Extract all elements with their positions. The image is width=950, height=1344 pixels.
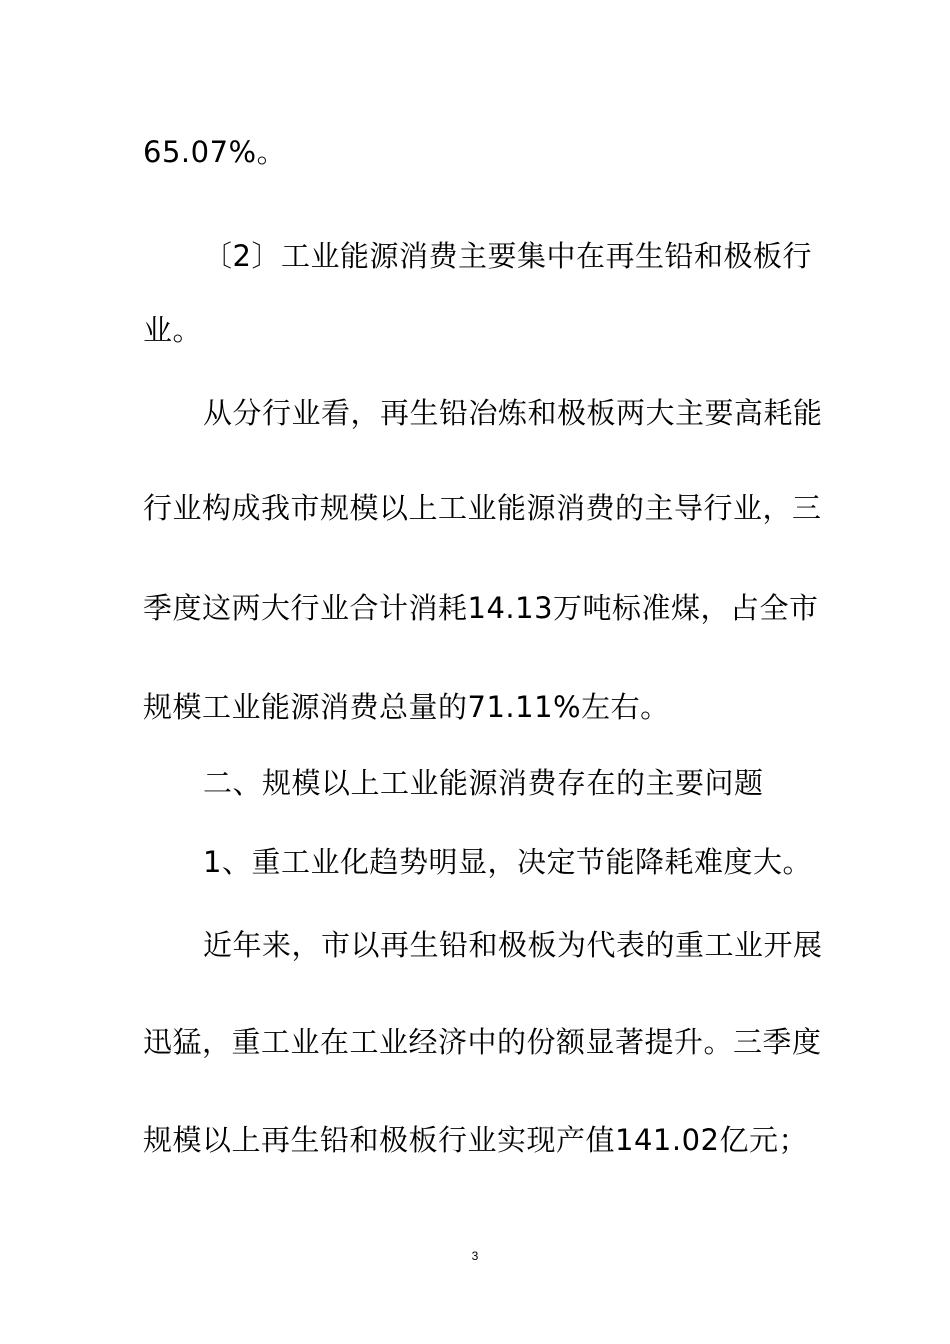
text-line: 近年来，市以再生铅和极板为代表的重工业开展: [203, 928, 823, 962]
text-line: 迅猛，重工业在工业经济中的份额显著提升。三季度: [143, 1025, 822, 1059]
subsection-heading: 1、重工业化趋势明显，决定节能降耗难度大。: [203, 845, 812, 879]
text-line: 〔2〕工业能源消费主要集中在再生铅和极板行: [203, 239, 812, 273]
page-number: 3: [471, 1249, 479, 1263]
section-heading: 二、规模以上工业能源消费存在的主要问题: [203, 766, 764, 800]
text-line: 规模以上再生铅和极板行业实现产值141.02亿元；: [143, 1123, 808, 1157]
text-line: 季度这两大行业合计消耗14.13万吨标准煤，占全市: [143, 591, 819, 625]
text-line: 65.07%。: [143, 135, 287, 169]
text-line: 行业构成我市规模以上工业能源消费的主导行业，三: [143, 491, 822, 525]
text-line: 从分行业看，再生铅冶炼和极板两大主要高耗能: [203, 396, 823, 430]
text-line: 业。: [143, 313, 203, 347]
text-line: 规模工业能源消费总量的71.11%左右。: [143, 690, 670, 724]
